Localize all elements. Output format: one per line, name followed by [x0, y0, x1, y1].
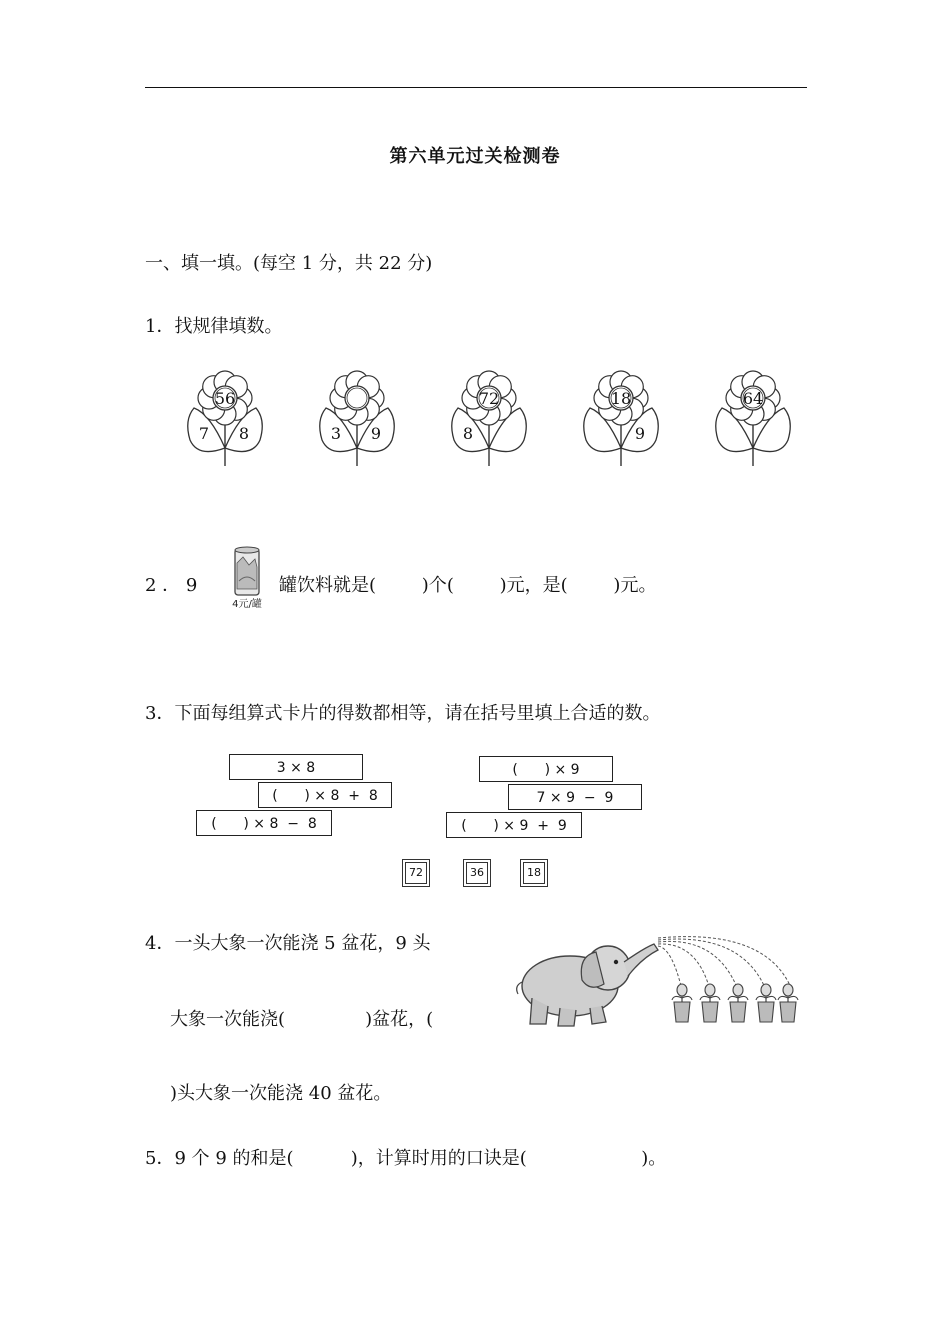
flower-center-number: 64 — [742, 389, 764, 408]
flower-4 — [566, 362, 676, 472]
card-group1-c: ( ) × 8 − 8 — [196, 810, 332, 836]
flower-left-leaf-number: 8 — [462, 424, 474, 443]
drink-can-icon — [225, 545, 271, 611]
card-group2-c: ( ) × 9 + 9 — [446, 812, 582, 838]
flower-right-leaf-number: 9 — [370, 424, 382, 443]
number-tile-72: 72 — [402, 859, 430, 887]
flower-center-number: 72 — [478, 389, 500, 408]
flower-2 — [302, 362, 412, 472]
question-4-line-1: 4．一头大象一次能浇 5 盆花，9 头 — [145, 933, 431, 954]
elephant-icon — [517, 944, 658, 1026]
question-2-prefix: 2 ． 9 — [145, 575, 198, 596]
flower-right-leaf-number: 9 — [634, 424, 646, 443]
flower-right-leaf-number: 8 — [238, 424, 250, 443]
number-tile-36: 36 — [463, 859, 491, 887]
card-group1-b: ( ) × 8 + 8 — [258, 782, 392, 808]
flower-pots-icon — [672, 984, 798, 1022]
question-2-text: 罐饮料就是( )个( )元，是( )元。 — [279, 575, 657, 596]
section-heading: 一、填一填。(每空 1 分，共 22 分) — [145, 253, 433, 274]
question-5-text: 5．9 个 9 的和是( )，计算时用的口诀是( )。 — [145, 1148, 667, 1169]
flower-left-leaf-number: 3 — [330, 424, 342, 443]
flower-3 — [434, 362, 544, 472]
question-4-line-2: 大象一次能浇( )盆花，( — [170, 1009, 434, 1030]
number-tile-18: 18 — [520, 859, 548, 887]
question-1-text: 1．找规律填数。 — [145, 316, 283, 337]
card-group1-a: 3 × 8 — [229, 754, 363, 780]
flower-center-number: 56 — [214, 389, 236, 408]
flower-1 — [170, 362, 280, 472]
flower-center-number: 18 — [610, 389, 632, 408]
question-4-line-3: )头大象一次能浇 40 盆花。 — [170, 1083, 392, 1104]
flower-left-leaf-number: 7 — [198, 424, 210, 443]
card-group2-b: 7 × 9 − 9 — [508, 784, 642, 810]
card-group2-a: ( ) × 9 — [479, 756, 613, 782]
can-price-label: 4元/罐 — [232, 599, 262, 610]
flower-5 — [698, 362, 808, 472]
top-rule — [145, 87, 807, 88]
question-3-text: 3．下面每组算式卡片的得数都相等，请在括号里填上合适的数。 — [145, 703, 661, 724]
elephant-watering-illustration — [512, 928, 802, 1036]
page-title: 第六单元过关检测卷 — [389, 146, 561, 167]
